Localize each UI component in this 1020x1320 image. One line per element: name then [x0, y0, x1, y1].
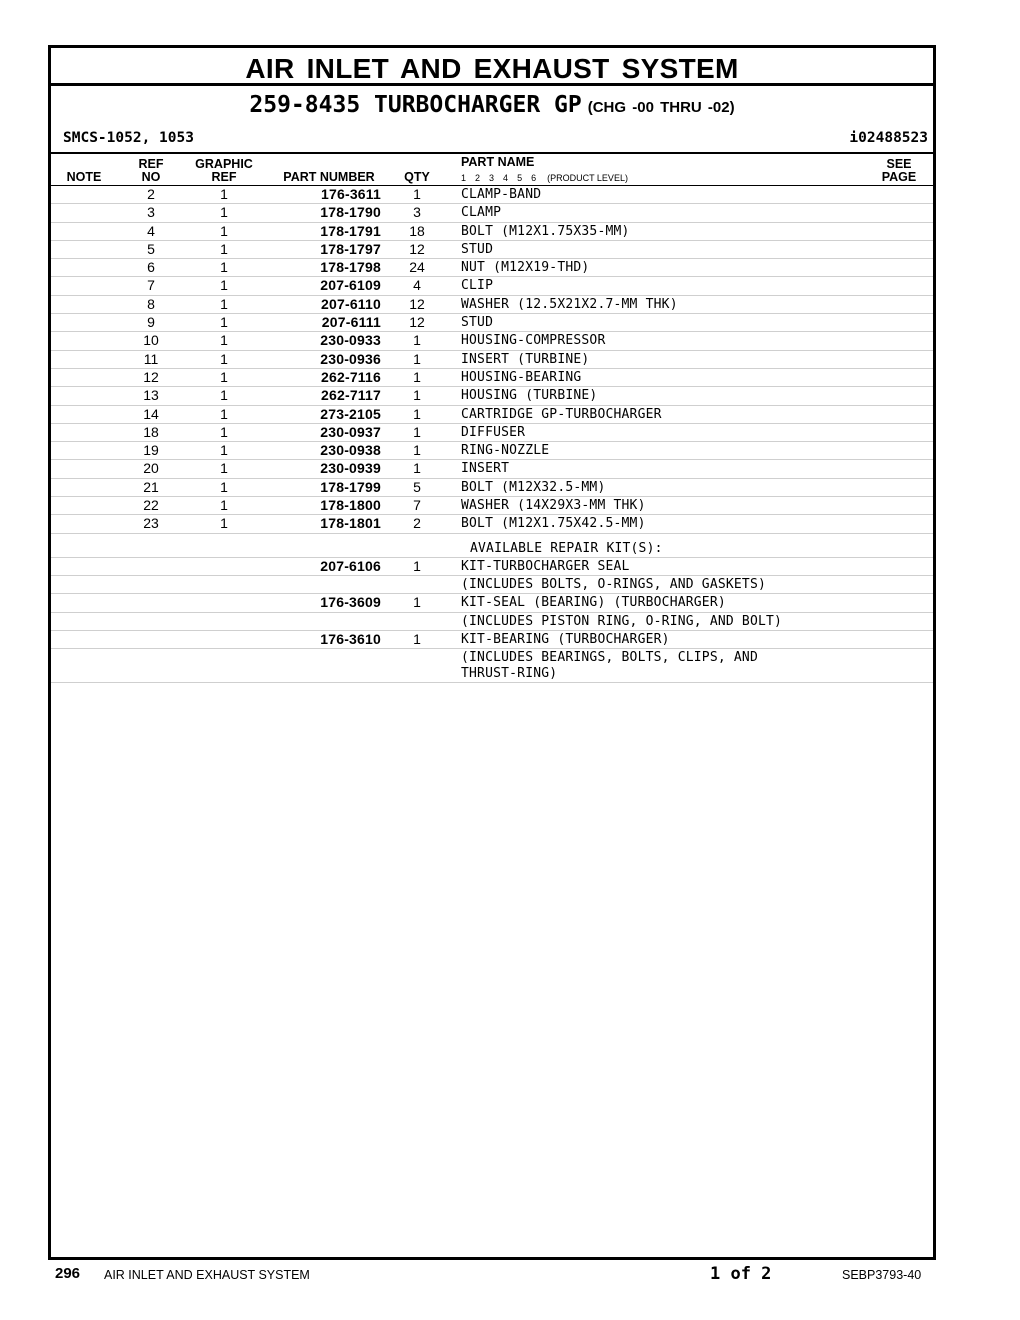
graphic-ref: 1 [220, 295, 228, 312]
qty: 12 [409, 240, 425, 257]
ref-no: 3 [147, 204, 155, 221]
qty: 5 [413, 478, 421, 495]
level-5: 5 [517, 173, 523, 183]
part-number: 176-3610 [320, 630, 381, 647]
ref-no: 2 [147, 186, 155, 202]
part-name: RING-NOZZLE [461, 443, 550, 459]
graphic-ref: 1 [220, 515, 228, 532]
part-name: KIT-SEAL (BEARING) (TURBOCHARGER) [461, 595, 726, 611]
part-number: 230-0939 [320, 460, 381, 477]
table-row [51, 613, 933, 631]
footer-page-number: 296 [55, 1265, 81, 1282]
section-title: AIR INLET AND EXHAUST SYSTEM [245, 53, 739, 84]
part-name: INSERT [461, 461, 510, 477]
table-row [51, 424, 933, 442]
ref-no: 13 [143, 387, 159, 404]
level-6: 6 [531, 173, 537, 183]
part-number: 207-6106 [320, 557, 381, 574]
part-number: 178-1801 [320, 515, 381, 532]
graphic-ref: 1 [220, 314, 228, 331]
qty: 1 [413, 557, 421, 574]
level-2: 2 [475, 173, 481, 183]
ref-no: 19 [143, 442, 159, 459]
table-row [51, 406, 933, 424]
ref-no: 4 [147, 222, 155, 239]
qty: 1 [413, 423, 421, 440]
header-ref-top: REF [138, 157, 164, 171]
table-row [51, 332, 933, 350]
table-row [51, 223, 933, 241]
part-name: BOLT (M12X32.5-MM) [461, 479, 606, 495]
graphic-ref: 1 [220, 259, 228, 276]
graphic-ref: 1 [220, 222, 228, 239]
part-number: 178-1791 [320, 222, 381, 239]
header-graphic-bottom: REF [211, 170, 237, 184]
graphic-ref: 1 [220, 460, 228, 477]
part-name: BOLT (M12X1.75X35-MM) [461, 223, 630, 239]
page-frame [48, 45, 936, 1260]
part-number: 176-3609 [320, 594, 381, 611]
graphic-ref: 1 [220, 368, 228, 385]
part-number: 262-7117 [321, 387, 381, 404]
table-row [51, 241, 933, 259]
header-see-bottom: PAGE [881, 170, 917, 184]
table-row [51, 277, 933, 295]
part-number: 178-1799 [320, 478, 381, 495]
graphic-ref: 1 [220, 442, 228, 459]
part-name: CLAMP-BAND [461, 187, 542, 202]
part-name: STUD [461, 315, 494, 331]
part-name: CARTRIDGE GP-TURBOCHARGER [461, 406, 662, 422]
part-number: 207-6111 [321, 314, 381, 331]
graphic-ref: 1 [220, 497, 228, 514]
qty: 1 [413, 350, 421, 367]
smcs-divider [51, 152, 933, 154]
part-number: 178-1800 [320, 497, 381, 514]
part-number: 207-6109 [320, 277, 381, 294]
kit-heading: AVAILABLE REPAIR KIT(S): [470, 540, 663, 556]
qty: 1 [413, 594, 421, 611]
header-note: NOTE [66, 170, 102, 184]
part-number: 273-2105 [320, 405, 381, 422]
qty: 1 [413, 460, 421, 477]
table-row [51, 649, 933, 683]
qty: 2 [413, 515, 421, 532]
part-name: NUT (M12X19-THD) [461, 260, 590, 276]
part-name: HOUSING-BEARING [461, 369, 582, 385]
part-number: 178-1797 [320, 240, 381, 257]
table-row [51, 479, 933, 497]
graphic-ref: 1 [220, 204, 228, 221]
ref-no: 20 [143, 460, 159, 477]
part-number: 178-1790 [320, 204, 381, 221]
header-part-number: PART NUMBER [283, 170, 375, 184]
part-number: 230-0937 [320, 423, 381, 440]
table-row [51, 631, 933, 649]
qty: 1 [413, 405, 421, 422]
part-name: KIT-BEARING (TURBOCHARGER) [461, 631, 670, 647]
part-name: HOUSING (TURBINE) [461, 388, 598, 404]
graphic-ref: 1 [220, 405, 228, 422]
part-name: WASHER (12.5X21X2.7-MM THK) [461, 296, 678, 312]
header-qty: QTY [404, 170, 430, 184]
qty: 1 [413, 442, 421, 459]
ref-no: 22 [143, 497, 159, 514]
level-3: 3 [489, 173, 495, 183]
table-row [51, 576, 933, 594]
kit-includes-note: (INCLUDES BOLTS, O-RINGS, AND GASKETS) [461, 576, 767, 592]
ref-no: 11 [143, 350, 159, 367]
table-row [51, 204, 933, 222]
part-number: 178-1798 [320, 259, 381, 276]
level-4: 4 [503, 173, 509, 183]
qty: 1 [413, 630, 421, 647]
part-number: 230-0938 [320, 442, 381, 459]
smcs-code: SMCS-1052, 1053 [63, 130, 194, 146]
footer-doc-number: SEBP3793-40 [842, 1268, 922, 1282]
part-name: CLIP [461, 278, 494, 294]
ref-no: 23 [143, 515, 159, 532]
footer-page-of: 1 of 2 [710, 1264, 772, 1284]
table-row [51, 387, 933, 405]
qty: 1 [413, 387, 421, 404]
part-number: 262-7116 [321, 368, 381, 385]
group-change-range: (CHG -00 THRU -02) [587, 99, 735, 116]
qty: 3 [413, 204, 421, 221]
ref-no: 7 [147, 277, 155, 294]
table-row [51, 314, 933, 332]
part-name: CLAMP [461, 205, 502, 221]
qty: 1 [413, 368, 421, 385]
part-number: 230-0936 [320, 350, 381, 367]
header-see-top: SEE [886, 157, 912, 171]
product-level-label: (PRODUCT LEVEL) [547, 173, 628, 183]
ref-no: 12 [143, 368, 159, 385]
kit-includes-note: (INCLUDES BEARINGS, BOLTS, CLIPS, AND THRUST-RING) [461, 650, 758, 681]
qty: 1 [413, 186, 421, 202]
info-id: i02488523 [849, 130, 928, 146]
table-row [51, 351, 933, 369]
qty: 24 [409, 259, 425, 276]
part-name: INSERT (TURBINE) [461, 351, 590, 367]
qty: 12 [409, 295, 425, 312]
group-number-name: 259-8435 TURBOCHARGER GP [249, 92, 582, 118]
qty: 18 [409, 222, 425, 239]
part-name: BOLT (M12X1.75X42.5-MM) [461, 516, 646, 532]
graphic-ref: 1 [220, 186, 228, 202]
qty: 7 [413, 497, 421, 514]
graphic-ref: 1 [220, 387, 228, 404]
header-part-name: PART NAME [461, 155, 535, 169]
table-row [51, 515, 933, 533]
header-graphic-top: GRAPHIC [195, 157, 253, 171]
table-row [51, 369, 933, 387]
level-1: 1 [461, 173, 467, 183]
ref-no: 10 [143, 332, 159, 349]
qty: 4 [413, 277, 421, 294]
graphic-ref: 1 [220, 277, 228, 294]
graphic-ref: 1 [220, 350, 228, 367]
graphic-ref: 1 [220, 240, 228, 257]
table-row [51, 186, 933, 204]
table-row [51, 594, 933, 612]
table-row [51, 296, 933, 314]
ref-no: 9 [147, 314, 155, 331]
ref-no: 21 [143, 478, 159, 495]
ref-no: 14 [143, 405, 159, 422]
table-row [51, 497, 933, 515]
part-number: 176-3611 [321, 186, 381, 202]
table-row [51, 259, 933, 277]
graphic-ref: 1 [220, 423, 228, 440]
part-name: WASHER (14X29X3-MM THK) [461, 498, 646, 514]
ref-no: 18 [143, 423, 159, 440]
kit-heading-row [51, 534, 933, 558]
parts-table [51, 186, 933, 683]
product-level-scale [461, 173, 637, 183]
part-number: 207-6110 [321, 295, 381, 312]
graphic-ref: 1 [220, 478, 228, 495]
ref-no: 8 [147, 295, 155, 312]
graphic-ref: 1 [220, 332, 228, 349]
part-name: HOUSING-COMPRESSOR [461, 333, 606, 349]
title-divider [51, 83, 933, 86]
part-name: KIT-TURBOCHARGER SEAL [461, 558, 630, 574]
part-number: 230-0933 [320, 332, 381, 349]
ref-no: 5 [147, 240, 155, 257]
group-heading [51, 92, 933, 118]
table-row [51, 558, 933, 576]
part-name: DIFFUSER [461, 424, 526, 440]
header-ref-bottom: NO [141, 170, 161, 184]
qty: 12 [409, 314, 425, 331]
kit-includes-note: (INCLUDES PISTON RING, O-RING, AND BOLT) [461, 613, 783, 629]
part-name: STUD [461, 241, 494, 257]
qty: 1 [413, 332, 421, 349]
ref-no: 6 [147, 259, 155, 276]
table-row [51, 442, 933, 460]
table-row [51, 460, 933, 478]
footer-section-title: AIR INLET AND EXHAUST SYSTEM [104, 1268, 310, 1282]
